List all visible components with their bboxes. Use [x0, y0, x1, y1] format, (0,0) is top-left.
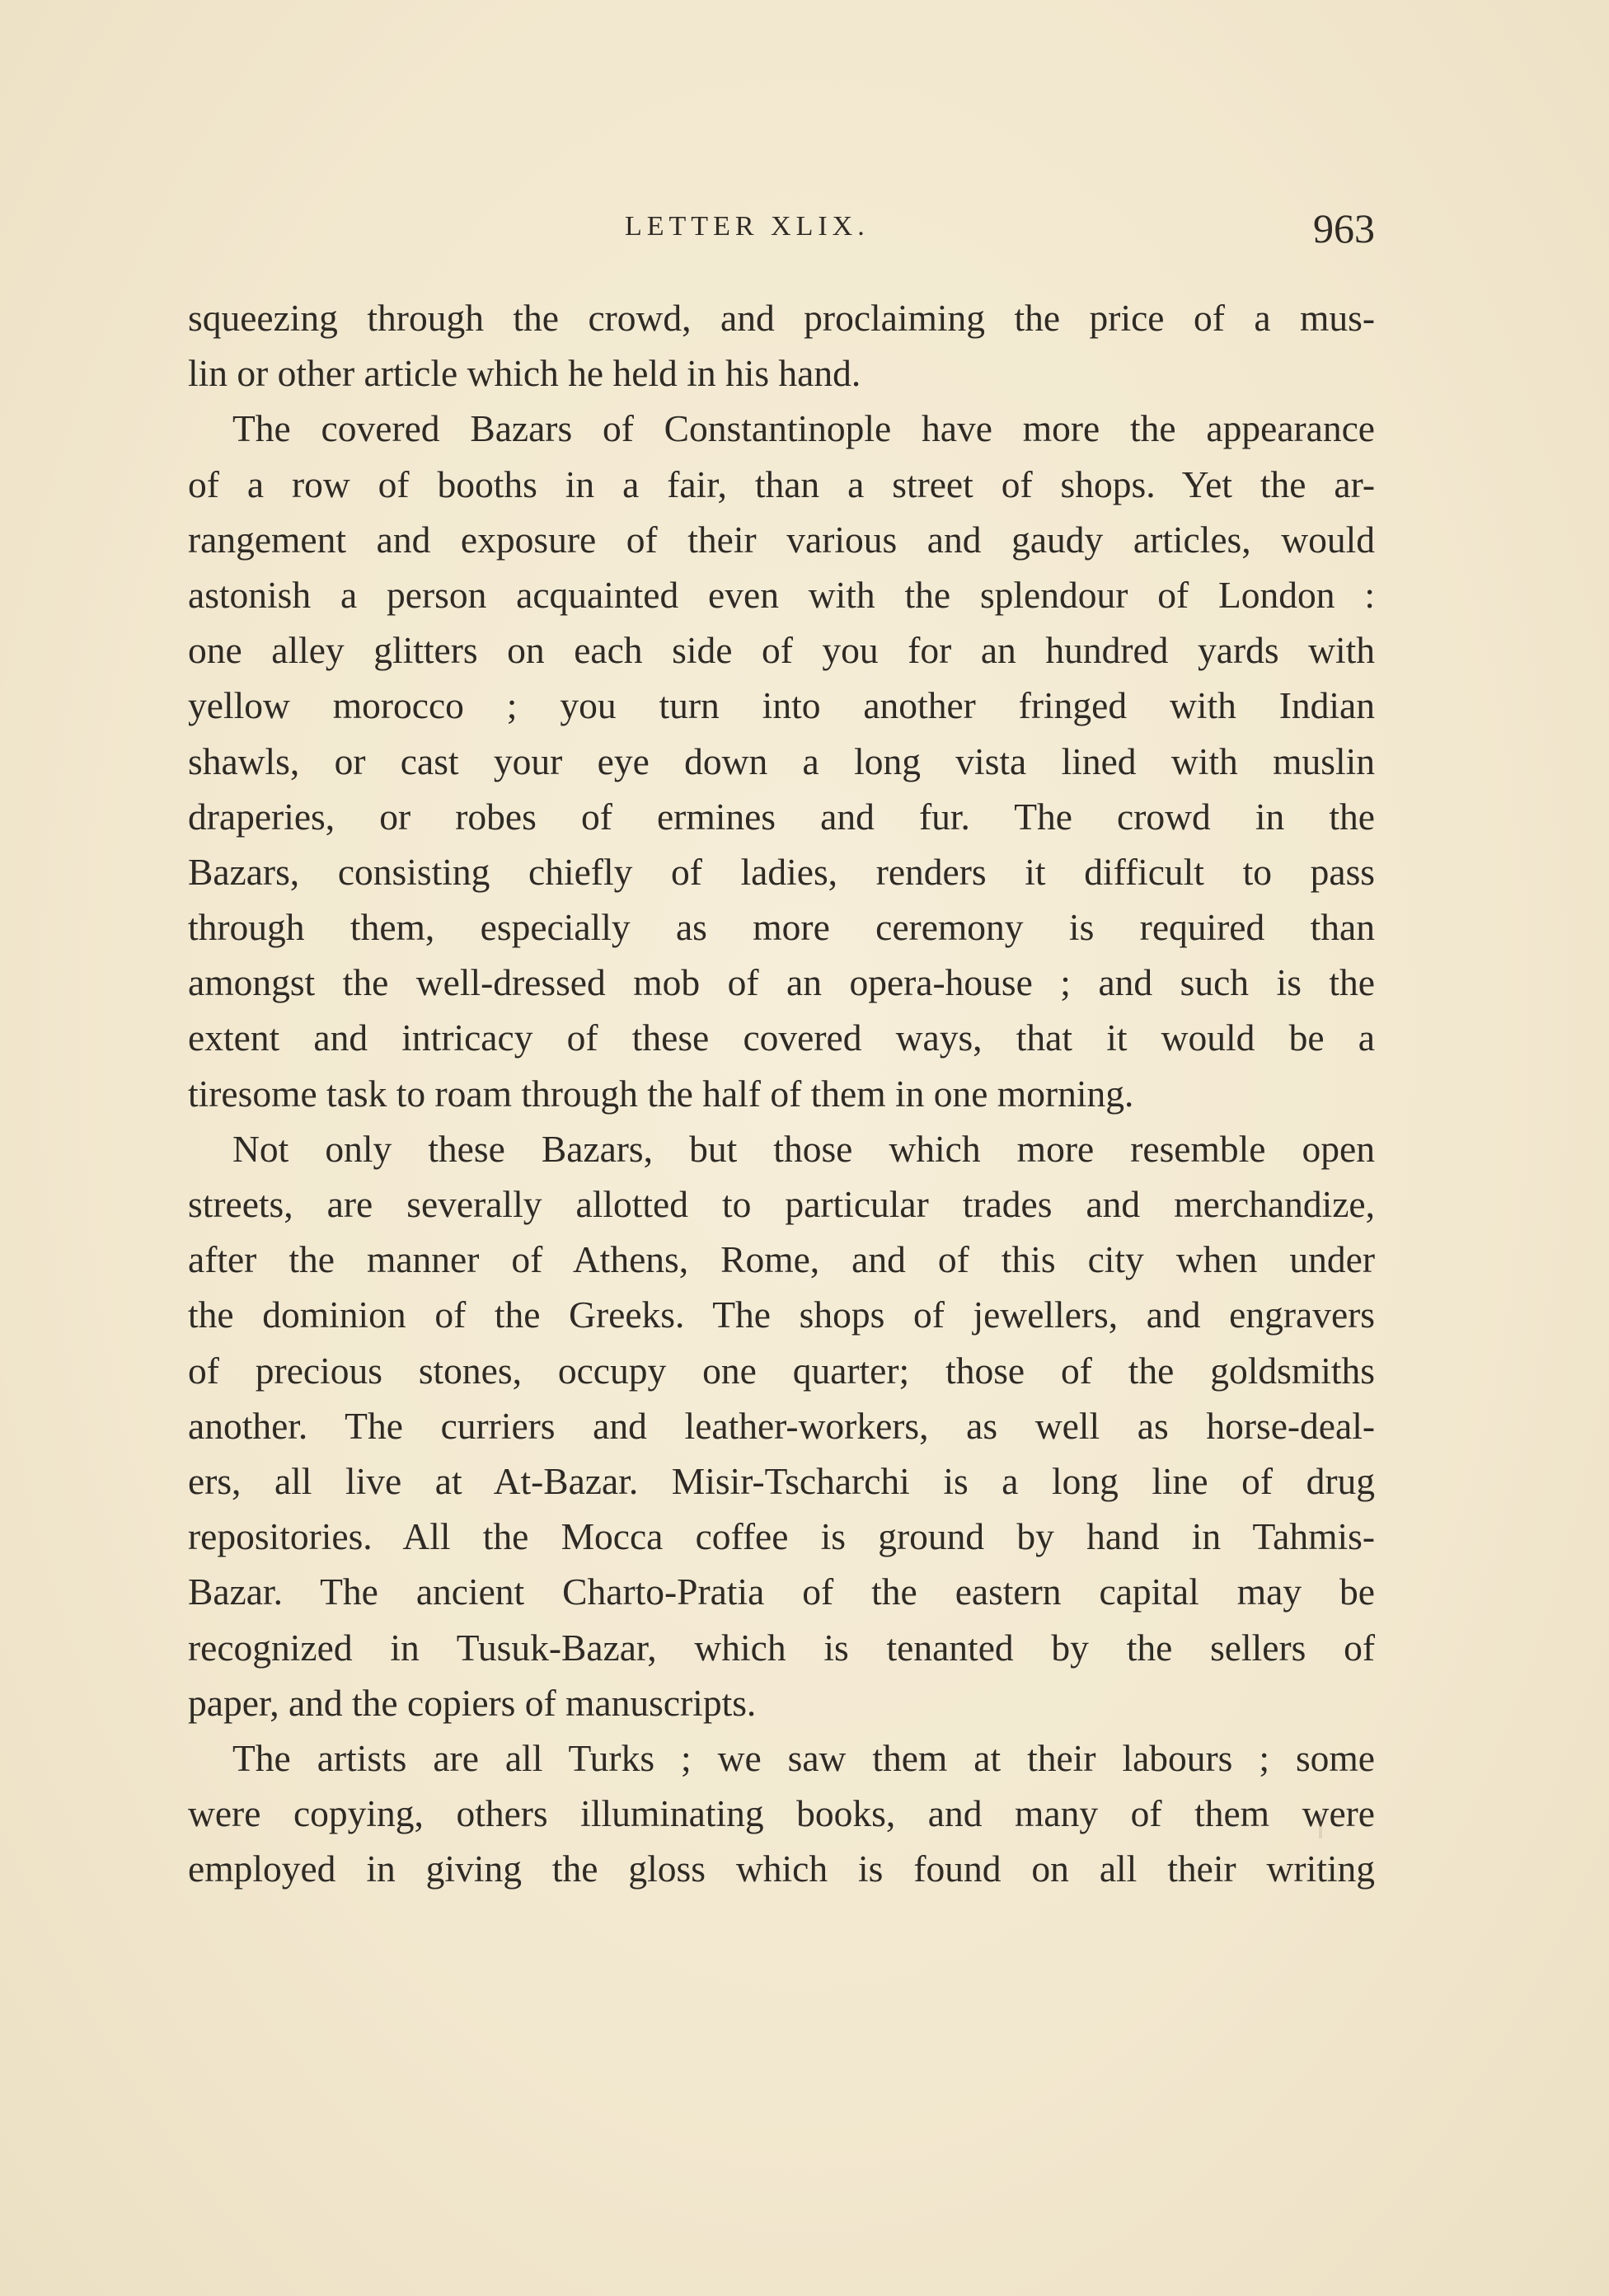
text-line: streets, are severally allotted to particular trades and merchandize, — [188, 1183, 1375, 1225]
text-line: Bazar. The ancient Charto-Pratia of the eastern capital may be — [188, 1571, 1375, 1613]
text-line: astonish a person acquainted even with the splendour of London : — [188, 573, 1375, 616]
text-line: extent and intricacy of these covered ways, that it would be a — [188, 1017, 1375, 1059]
text-line: rangement and exposure of their various and gaudy articles, would — [188, 518, 1375, 561]
text-line: yellow morocco ; you turn into another fringed with Indian — [188, 684, 1375, 727]
text-line: Bazars, consisting chiefly of ladies, renders it difficult to pass — [188, 850, 1375, 893]
text-line: of precious stones, occupy one quarter; those of the goldsmiths — [188, 1349, 1375, 1392]
text-line: of a row of booths in a fair, than a street of shops. Yet the ar- — [188, 462, 1375, 505]
text-line: another. The curriers and leather-workers, as well as horse-deal- — [188, 1404, 1375, 1447]
text-line: one alley glitters on each side of you for an hundred yards with — [188, 629, 1375, 672]
text-line: squeezing through the crowd, and proclaiming the price of a mus- — [188, 297, 1375, 339]
text-line: amongst the well-dressed mob of an opera-house ; and such is the — [188, 961, 1375, 1004]
text-line: employed in giving the gloss which is found on all their writing — [188, 1848, 1375, 1890]
text-line: recognized in Tusuk-Bazar, which is tenanted by the sellers of — [188, 1626, 1375, 1669]
text-line: through them, especially as more ceremony is required than — [188, 906, 1375, 949]
text-line: The covered Bazars of Constantinople have more the appearance — [232, 407, 1375, 450]
text-line: shawls, or cast your eye down a long vista lined with muslin — [188, 740, 1375, 782]
text-line: Not only these Bazars, but those which more resemble open — [232, 1127, 1375, 1170]
text-line: ers, all live at At-Bazar. Misir-Tscharchi is a long line of drug — [188, 1459, 1375, 1502]
running-title: LETTER XLIX. — [625, 211, 870, 242]
text-line: lin or other article which he held in his hand. — [188, 352, 861, 395]
text-line: draperies, or robes of ermines and fur. The crowd in the — [188, 795, 1375, 838]
text-line: after the manner of Athens, Rome, and of this city when under — [188, 1238, 1375, 1281]
paper-mark — [1319, 1814, 1322, 1838]
text-line: paper, and the copiers of manuscripts. — [188, 1681, 757, 1724]
text-line: were copying, others illuminating books, and many of them were — [188, 1792, 1375, 1835]
text-line: tiresome task to roam through the half of them in one morning. — [188, 1072, 1134, 1115]
text-line: repositories. All the Mocca coffee is ground by hand in Tahmis- — [188, 1515, 1375, 1558]
text-line: the dominion of the Greeks. The shops of jewellers, and engravers — [188, 1294, 1375, 1336]
body-text — [188, 290, 1375, 1896]
text-line: The artists are all Turks ; we saw them at their labours ; some — [232, 1736, 1375, 1779]
running-head — [188, 204, 1375, 254]
page-number: 963 — [1313, 205, 1375, 251]
